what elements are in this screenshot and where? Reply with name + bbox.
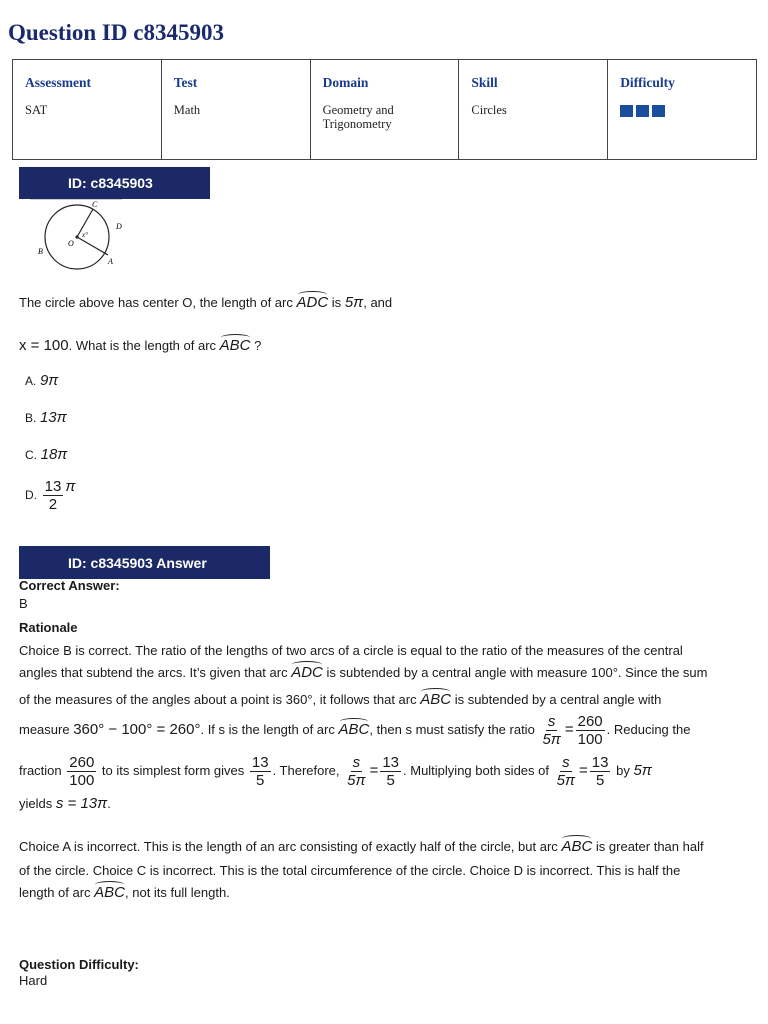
correct-answer-value: B — [19, 596, 28, 611]
fraction-numerator: 13 — [44, 478, 62, 496]
label-angle: x° — [82, 231, 88, 239]
fraction — [555, 754, 577, 789]
question-text: The circle above has center O, the length of arc — [19, 295, 293, 310]
fraction-denominator: 5π — [347, 772, 366, 789]
fraction-numerator: s — [547, 713, 556, 730]
value-5pi: 5π — [633, 761, 652, 779]
radius-oa — [77, 237, 108, 255]
choice-d[interactable] — [25, 478, 75, 513]
rationale-line-7 — [19, 838, 704, 856]
meta-cell-assessment — [13, 60, 162, 160]
ratio-fraction — [540, 713, 562, 748]
choice-c[interactable] — [25, 446, 67, 464]
page-title: Question ID c8345903 — [8, 20, 224, 45]
fraction-denominator: 5 — [595, 772, 605, 789]
rationale-text: by — [616, 762, 630, 778]
equation-s: s = 13π — [55, 795, 108, 812]
arc-abc: ABC — [338, 720, 370, 738]
meta-header-domain: Domain — [322, 75, 369, 90]
question-text: , and — [363, 295, 393, 310]
difficulty-bar — [652, 105, 665, 117]
difficulty-bars — [620, 105, 744, 117]
fraction-numerator: 13 — [382, 754, 400, 771]
label-a: A — [108, 257, 113, 266]
ratio-fraction — [576, 713, 605, 748]
choice-value: 9π — [39, 372, 59, 389]
choice-value: 13π — [39, 409, 67, 426]
difficulty-bar — [636, 105, 649, 117]
choice-b[interactable] — [25, 409, 67, 427]
equation-angle: 360° − 100° = 260° — [73, 720, 201, 738]
rationale-line-2 — [19, 664, 708, 682]
fraction-numerator: s — [562, 754, 570, 771]
value-5pi: 5π — [344, 294, 364, 311]
arc-abc: ABC — [561, 838, 593, 855]
rationale-text: . If s is the length of arc — [200, 721, 335, 737]
rationale-text: to its simplest form gives — [101, 762, 245, 778]
meta-value-skill: Circles — [471, 103, 507, 117]
meta-cell-difficulty — [608, 60, 757, 160]
rationale-text: Choice A is incorrect. This is the length of an arc consisting of exactly half of the circle, but arc — [19, 839, 558, 854]
meta-header-assessment: Assessment — [25, 75, 91, 90]
question-line-1 — [19, 294, 392, 312]
fraction-denominator: 2 — [48, 496, 58, 514]
difficulty-bar — [620, 105, 633, 117]
fraction-numerator: 13 — [591, 754, 609, 771]
rationale-text: yields — [19, 796, 53, 811]
choice-letter: D. — [25, 488, 37, 502]
metadata-table — [12, 59, 757, 160]
meta-header-skill: Skill — [471, 75, 498, 90]
meta-header-test: Test — [173, 75, 198, 90]
label-o: O — [68, 239, 74, 248]
fraction-denominator: 5π — [542, 731, 561, 748]
choice-value: 18π — [40, 446, 68, 463]
fraction-denominator: 5 — [386, 772, 395, 789]
question-id-banner: ID: c8345903 — [19, 167, 210, 199]
arc-adc: ADC — [296, 294, 329, 311]
question-text: is — [331, 295, 342, 310]
rationale-text: measure — [19, 721, 70, 737]
difficulty-value: Hard — [19, 973, 48, 988]
rationale-text: . Multiplying both sides of — [403, 762, 549, 778]
rationale-text: , not its full length. — [125, 885, 230, 900]
meta-value-assessment: SAT — [25, 103, 48, 117]
choice-letter: A. — [25, 374, 37, 388]
circle-figure — [30, 199, 130, 271]
difficulty-label: Question Difficulty: — [19, 957, 139, 972]
fraction-numerator: 13 — [251, 754, 269, 771]
fraction-denominator: 5 — [256, 772, 265, 789]
fraction — [250, 754, 271, 789]
choice-a[interactable] — [25, 372, 58, 390]
fraction — [380, 754, 401, 789]
rationale-text: angles that subtend the arcs. It’s given that arc — [19, 665, 288, 680]
rationale-text: fraction — [19, 762, 62, 778]
rationale-text: of the measures of the angles about a point is 360°, it follows that arc — [19, 692, 417, 707]
fraction — [590, 754, 611, 789]
question-text: ? — [254, 338, 262, 353]
arc-adc: ADC — [291, 664, 323, 681]
arc-abc: ABC — [219, 337, 251, 354]
correct-answer-label: Correct Answer: — [19, 578, 120, 593]
fraction-denominator: 5π — [556, 772, 576, 789]
rationale-text: . Reducing the — [606, 721, 691, 737]
fraction — [67, 754, 96, 789]
label-c: C — [92, 200, 98, 209]
rationale-line-9 — [19, 884, 230, 902]
question-line-2 — [19, 337, 261, 355]
meta-cell-domain — [310, 60, 459, 160]
rationale-text: is subtended by a central angle with measure 100°. Since the sum — [326, 665, 708, 680]
rationale-line-6 — [19, 795, 111, 813]
fraction — [345, 754, 367, 789]
fraction-denominator: 100 — [577, 731, 603, 748]
rationale-text: . Therefore, — [272, 762, 340, 778]
choice-suffix: π — [65, 478, 76, 495]
equation-x: x = 100 — [19, 337, 69, 354]
arc-abc: ABC — [420, 691, 452, 708]
rationale-line-4: measure 360° − 100° = 260°. If s is the length of arc ABC, then s must satisfy the ratio $\frac{s}{5\pi}$ = $\frac{260}{100}$ . Reducing the — [19, 713, 691, 748]
fraction-numerator: 260 — [69, 754, 95, 771]
rationale-text: . — [107, 796, 111, 811]
rationale-line-8: of the circle. Choice C is incorrect. This is the total circumference of the circle. Choice D is incorrect. This is half the — [19, 863, 681, 878]
choice-letter: C. — [25, 448, 37, 462]
rationale-text: length of arc — [19, 885, 91, 900]
center-point — [75, 235, 78, 238]
rationale-text: , then s must satisfy the ratio — [369, 721, 535, 737]
rationale-text: is greater than half — [595, 839, 704, 854]
rationale-line-1: Choice B is correct. The ratio of the lengths of two arcs of a circle is equal to the ratio of the measures of the central — [19, 643, 683, 658]
rationale-line-5: fraction $\frac{260}{100}$ to its simplest form gives $\frac{13}{5}$ . Therefore, $\frac{s}{5\pi}$ = $\frac{13}{5}$ . Multiplying both sides of $\frac{s}{5\pi}$ = $\frac{13}{5}$ by 5π — [19, 754, 652, 789]
fraction-numerator: 260 — [577, 713, 603, 730]
rationale-line-3 — [19, 691, 661, 709]
choice-letter: B. — [25, 411, 37, 425]
meta-cell-test — [161, 60, 310, 160]
meta-cell-skill — [459, 60, 608, 160]
fraction-numerator: s — [352, 754, 361, 771]
label-b: B — [38, 247, 43, 256]
rationale-label: Rationale — [19, 620, 78, 635]
choice-fraction — [43, 478, 64, 513]
arc-abc: ABC — [94, 884, 126, 901]
answer-banner: ID: c8345903 Answer — [19, 546, 270, 579]
fraction-denominator: 100 — [69, 772, 95, 789]
label-d: D — [116, 222, 122, 231]
question-text: . What is the length of arc — [68, 338, 217, 353]
meta-value-test: Math — [173, 103, 201, 117]
meta-header-difficulty: Difficulty — [620, 75, 675, 90]
rationale-text: is subtended by a central angle with — [454, 692, 662, 707]
meta-value-domain: Geometry and Trigonometry — [322, 103, 394, 131]
